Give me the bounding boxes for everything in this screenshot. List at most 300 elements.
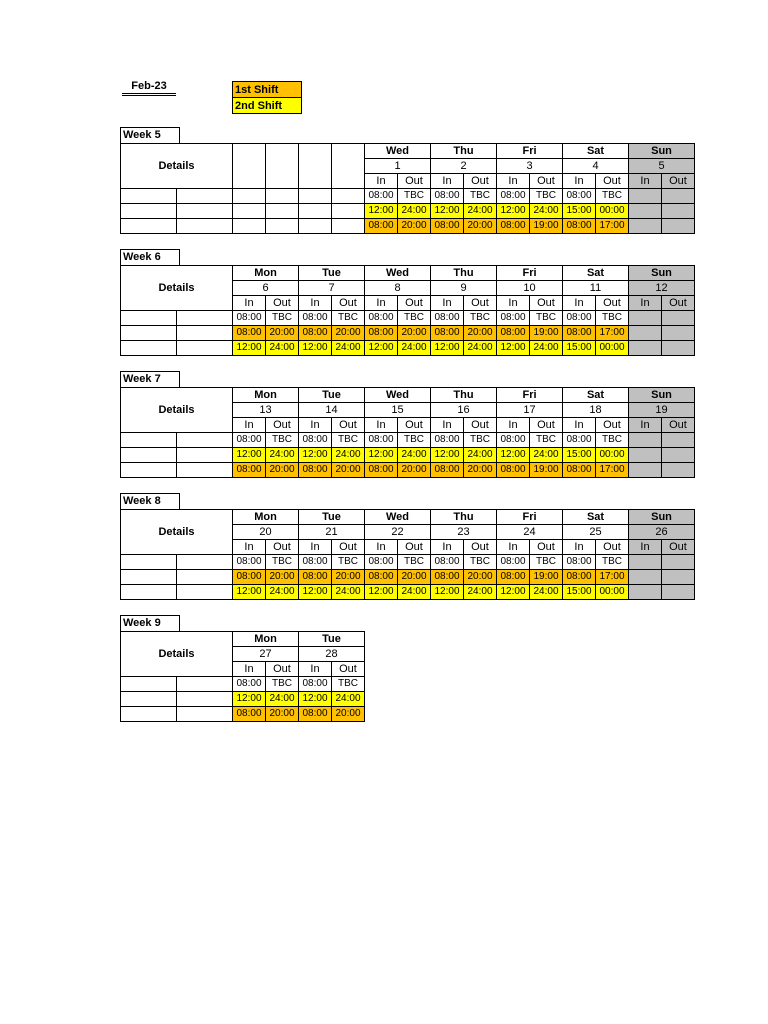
detail-cell[interactable] <box>121 555 177 570</box>
detail-cell[interactable] <box>177 311 233 326</box>
empty-cell <box>629 585 662 600</box>
detail-cell[interactable] <box>121 341 177 356</box>
empty-cell <box>266 204 299 219</box>
out-header: Out <box>266 540 299 555</box>
time-cell: TBC <box>464 189 497 204</box>
time-cell: 08:00 <box>299 311 332 326</box>
time-cell: TBC <box>266 677 299 692</box>
time-cell: 24:00 <box>530 448 563 463</box>
detail-cell[interactable] <box>177 707 233 722</box>
time-cell: 24:00 <box>332 341 365 356</box>
out-header: Out <box>464 174 497 189</box>
shift-legend <box>232 81 302 114</box>
week-9-table <box>120 631 365 722</box>
time-cell: 20:00 <box>464 326 497 341</box>
day-name: Sun <box>629 510 695 525</box>
time-cell: 08:00 <box>365 219 398 234</box>
detail-cell[interactable] <box>121 326 177 341</box>
week-label: Week 6 <box>120 249 180 265</box>
time-cell: 20:00 <box>464 219 497 234</box>
in-header: In <box>233 540 266 555</box>
day-date: 19 <box>629 403 695 418</box>
day-name: Thu <box>431 388 497 403</box>
detail-cell[interactable] <box>177 448 233 463</box>
time-cell: 08:00 <box>299 570 332 585</box>
empty-cell <box>662 570 695 585</box>
day-name: Tue <box>299 632 365 647</box>
day-name: Sun <box>629 266 695 281</box>
day-name: Wed <box>365 510 431 525</box>
time-cell: 12:00 <box>299 341 332 356</box>
time-cell: 12:00 <box>299 692 332 707</box>
time-cell: TBC <box>596 433 629 448</box>
time-cell: 08:00 <box>431 311 464 326</box>
empty-cell <box>629 570 662 585</box>
time-cell: 20:00 <box>266 326 299 341</box>
time-cell: 12:00 <box>431 204 464 219</box>
time-cell: 08:00 <box>431 555 464 570</box>
time-cell: 08:00 <box>233 433 266 448</box>
out-header: Out <box>266 296 299 311</box>
week-6-table <box>120 265 695 356</box>
time-cell: 08:00 <box>299 555 332 570</box>
detail-cell[interactable] <box>177 677 233 692</box>
detail-cell[interactable] <box>177 555 233 570</box>
time-cell: 19:00 <box>530 463 563 478</box>
in-header: In <box>629 174 662 189</box>
day-date: 27 <box>233 647 299 662</box>
empty-cell <box>629 311 662 326</box>
out-header: Out <box>464 418 497 433</box>
time-cell: 08:00 <box>431 570 464 585</box>
time-cell: 17:00 <box>596 326 629 341</box>
day-date: 11 <box>563 281 629 296</box>
day-name: Mon <box>233 510 299 525</box>
out-header: Out <box>530 296 563 311</box>
day-name: Sat <box>563 144 629 159</box>
time-cell: 08:00 <box>233 677 266 692</box>
time-cell: TBC <box>530 311 563 326</box>
detail-cell[interactable] <box>121 433 177 448</box>
time-cell: TBC <box>464 311 497 326</box>
week-5-table <box>120 143 695 234</box>
time-cell: TBC <box>266 555 299 570</box>
empty-cell <box>629 448 662 463</box>
time-cell: 08:00 <box>233 326 266 341</box>
day-date: 25 <box>563 525 629 540</box>
week-7-table <box>120 387 695 478</box>
time-cell: 08:00 <box>563 189 596 204</box>
time-cell: 08:00 <box>563 219 596 234</box>
time-cell: 20:00 <box>398 570 431 585</box>
day-date: 26 <box>629 525 695 540</box>
time-cell: 20:00 <box>398 219 431 234</box>
empty-cell <box>299 189 332 204</box>
time-cell: 08:00 <box>299 433 332 448</box>
out-header: Out <box>464 540 497 555</box>
day-name: Sat <box>563 266 629 281</box>
time-cell: 08:00 <box>497 433 530 448</box>
time-cell: TBC <box>464 555 497 570</box>
in-header: In <box>497 296 530 311</box>
time-cell: 20:00 <box>332 570 365 585</box>
time-cell: 12:00 <box>299 448 332 463</box>
day-name: Wed <box>365 144 431 159</box>
detail-cell[interactable] <box>177 189 233 204</box>
month-title: Feb-23 <box>122 80 176 96</box>
day-date: 18 <box>563 403 629 418</box>
time-cell: TBC <box>332 433 365 448</box>
time-cell: 08:00 <box>299 326 332 341</box>
empty-cell <box>662 326 695 341</box>
detail-cell[interactable] <box>121 311 177 326</box>
time-cell: TBC <box>266 433 299 448</box>
in-header: In <box>299 296 332 311</box>
day-name: Mon <box>233 632 299 647</box>
day-date: 23 <box>431 525 497 540</box>
detail-cell[interactable] <box>177 463 233 478</box>
details-header: Details <box>121 510 233 555</box>
time-cell: 08:00 <box>365 311 398 326</box>
detail-cell[interactable] <box>177 433 233 448</box>
empty-cell <box>233 144 266 189</box>
time-cell: 08:00 <box>431 463 464 478</box>
empty-cell <box>629 555 662 570</box>
week-label: Week 9 <box>120 615 180 631</box>
empty-cell <box>266 144 299 189</box>
time-cell: 12:00 <box>365 585 398 600</box>
empty-cell <box>662 433 695 448</box>
time-cell: 19:00 <box>530 326 563 341</box>
time-cell: 20:00 <box>332 707 365 722</box>
day-date: 15 <box>365 403 431 418</box>
empty-cell <box>629 341 662 356</box>
time-cell: 12:00 <box>233 341 266 356</box>
time-cell: 24:00 <box>332 448 365 463</box>
time-cell: 24:00 <box>266 448 299 463</box>
time-cell: 24:00 <box>398 341 431 356</box>
time-cell: 15:00 <box>563 448 596 463</box>
detail-cell[interactable] <box>177 204 233 219</box>
out-header: Out <box>662 296 695 311</box>
day-name: Thu <box>431 266 497 281</box>
day-date: 8 <box>365 281 431 296</box>
time-cell: 12:00 <box>431 585 464 600</box>
day-date: 13 <box>233 403 299 418</box>
in-header: In <box>431 540 464 555</box>
day-name: Tue <box>299 510 365 525</box>
out-header: Out <box>596 418 629 433</box>
details-header: Details <box>121 144 233 189</box>
time-cell: 20:00 <box>398 463 431 478</box>
day-date: 28 <box>299 647 365 662</box>
time-cell: 15:00 <box>563 341 596 356</box>
in-header: In <box>431 418 464 433</box>
empty-cell <box>662 204 695 219</box>
detail-cell[interactable] <box>177 341 233 356</box>
day-date: 3 <box>497 159 563 174</box>
detail-cell[interactable] <box>177 219 233 234</box>
time-cell: TBC <box>530 433 563 448</box>
in-header: In <box>497 174 530 189</box>
empty-cell <box>629 433 662 448</box>
time-cell: 08:00 <box>299 707 332 722</box>
time-cell: 08:00 <box>365 189 398 204</box>
time-cell: 08:00 <box>365 570 398 585</box>
empty-cell <box>662 463 695 478</box>
day-date: 10 <box>497 281 563 296</box>
day-date: 12 <box>629 281 695 296</box>
time-cell: 20:00 <box>266 570 299 585</box>
time-cell: TBC <box>332 677 365 692</box>
empty-cell <box>233 219 266 234</box>
time-cell: 08:00 <box>365 463 398 478</box>
day-name: Fri <box>497 510 563 525</box>
in-header: In <box>629 540 662 555</box>
detail-cell[interactable] <box>121 692 177 707</box>
day-name: Wed <box>365 388 431 403</box>
empty-cell <box>662 555 695 570</box>
time-cell: 08:00 <box>233 570 266 585</box>
in-header: In <box>629 296 662 311</box>
time-cell: 08:00 <box>497 555 530 570</box>
detail-cell[interactable] <box>121 204 177 219</box>
time-cell: TBC <box>332 555 365 570</box>
day-name: Thu <box>431 510 497 525</box>
time-cell: 17:00 <box>596 570 629 585</box>
in-header: In <box>365 174 398 189</box>
time-cell: TBC <box>464 433 497 448</box>
in-header: In <box>299 418 332 433</box>
day-name: Tue <box>299 388 365 403</box>
in-header: In <box>563 540 596 555</box>
day-date: 20 <box>233 525 299 540</box>
time-cell: 08:00 <box>365 433 398 448</box>
out-header: Out <box>332 296 365 311</box>
day-name: Sat <box>563 388 629 403</box>
time-cell: 17:00 <box>596 219 629 234</box>
time-cell: TBC <box>530 189 563 204</box>
time-cell: 12:00 <box>497 341 530 356</box>
time-cell: 08:00 <box>233 555 266 570</box>
day-date: 9 <box>431 281 497 296</box>
empty-cell <box>629 219 662 234</box>
detail-cell[interactable] <box>177 326 233 341</box>
day-name: Wed <box>365 266 431 281</box>
detail-cell[interactable] <box>121 707 177 722</box>
time-cell: 24:00 <box>332 585 365 600</box>
in-header: In <box>563 174 596 189</box>
day-date: 16 <box>431 403 497 418</box>
out-header: Out <box>266 662 299 677</box>
in-header: In <box>431 174 464 189</box>
day-name: Mon <box>233 388 299 403</box>
empty-cell <box>266 189 299 204</box>
detail-cell[interactable] <box>121 189 177 204</box>
out-header: Out <box>662 174 695 189</box>
detail-cell[interactable] <box>121 585 177 600</box>
day-name: Sun <box>629 388 695 403</box>
detail-cell[interactable] <box>177 692 233 707</box>
in-header: In <box>365 540 398 555</box>
time-cell: 20:00 <box>332 463 365 478</box>
in-header: In <box>365 418 398 433</box>
out-header: Out <box>398 296 431 311</box>
day-name: Mon <box>233 266 299 281</box>
details-header: Details <box>121 632 233 677</box>
detail-cell[interactable] <box>121 463 177 478</box>
time-cell: TBC <box>596 311 629 326</box>
time-cell: 15:00 <box>563 585 596 600</box>
empty-cell <box>662 219 695 234</box>
time-cell: TBC <box>332 311 365 326</box>
time-cell: TBC <box>398 433 431 448</box>
time-cell: 20:00 <box>464 463 497 478</box>
time-cell: 12:00 <box>497 448 530 463</box>
time-cell: 08:00 <box>563 555 596 570</box>
day-date: 14 <box>299 403 365 418</box>
time-cell: 12:00 <box>431 341 464 356</box>
day-date: 4 <box>563 159 629 174</box>
time-cell: 08:00 <box>497 219 530 234</box>
day-name: Fri <box>497 388 563 403</box>
empty-cell <box>332 204 365 219</box>
time-cell: 24:00 <box>464 204 497 219</box>
empty-cell <box>233 189 266 204</box>
empty-cell <box>662 448 695 463</box>
time-cell: 08:00 <box>299 677 332 692</box>
week-8-table <box>120 509 695 600</box>
time-cell: 08:00 <box>497 463 530 478</box>
time-cell: 08:00 <box>233 463 266 478</box>
time-cell: 08:00 <box>563 570 596 585</box>
day-name: Sat <box>563 510 629 525</box>
day-date: 2 <box>431 159 497 174</box>
time-cell: 12:00 <box>431 448 464 463</box>
time-cell: 12:00 <box>365 204 398 219</box>
time-cell: 24:00 <box>332 692 365 707</box>
week-label: Week 8 <box>120 493 180 509</box>
detail-cell[interactable] <box>121 219 177 234</box>
empty-cell <box>332 144 365 189</box>
out-header: Out <box>530 174 563 189</box>
empty-cell <box>266 219 299 234</box>
time-cell: 15:00 <box>563 204 596 219</box>
time-cell: 20:00 <box>464 570 497 585</box>
time-cell: 12:00 <box>233 585 266 600</box>
day-date: 5 <box>629 159 695 174</box>
detail-cell[interactable] <box>177 585 233 600</box>
time-cell: 12:00 <box>233 692 266 707</box>
time-cell: 08:00 <box>365 555 398 570</box>
week-7-block <box>120 371 695 478</box>
day-name: Thu <box>431 144 497 159</box>
time-cell: 24:00 <box>464 341 497 356</box>
legend-second-shift: 2nd Shift <box>233 98 302 114</box>
out-header: Out <box>332 418 365 433</box>
in-header: In <box>563 418 596 433</box>
out-header: Out <box>662 418 695 433</box>
detail-cell[interactable] <box>177 570 233 585</box>
week-8-block <box>120 493 695 600</box>
day-date: 17 <box>497 403 563 418</box>
empty-cell <box>299 144 332 189</box>
time-cell: 20:00 <box>266 707 299 722</box>
time-cell: 08:00 <box>431 219 464 234</box>
details-header: Details <box>121 266 233 311</box>
legend-first-shift: 1st Shift <box>233 82 302 98</box>
out-header: Out <box>596 540 629 555</box>
empty-cell <box>299 204 332 219</box>
day-date: 1 <box>365 159 431 174</box>
time-cell: 08:00 <box>431 189 464 204</box>
time-cell: TBC <box>398 311 431 326</box>
time-cell: 24:00 <box>464 448 497 463</box>
time-cell: TBC <box>596 189 629 204</box>
empty-cell <box>233 204 266 219</box>
time-cell: 08:00 <box>299 463 332 478</box>
out-header: Out <box>398 418 431 433</box>
week-label: Week 7 <box>120 371 180 387</box>
out-header: Out <box>332 540 365 555</box>
week-9-block <box>120 615 365 722</box>
time-cell: 20:00 <box>332 326 365 341</box>
time-cell: 08:00 <box>497 570 530 585</box>
empty-cell <box>662 341 695 356</box>
out-header: Out <box>266 418 299 433</box>
detail-cell[interactable] <box>121 570 177 585</box>
time-cell: 24:00 <box>530 204 563 219</box>
time-cell: 08:00 <box>497 189 530 204</box>
time-cell: 12:00 <box>299 585 332 600</box>
detail-cell[interactable] <box>121 448 177 463</box>
in-header: In <box>365 296 398 311</box>
time-cell: TBC <box>398 189 431 204</box>
in-header: In <box>299 662 332 677</box>
in-header: In <box>497 540 530 555</box>
time-cell: 24:00 <box>398 448 431 463</box>
time-cell: TBC <box>596 555 629 570</box>
time-cell: 24:00 <box>266 692 299 707</box>
time-cell: TBC <box>266 311 299 326</box>
out-header: Out <box>530 418 563 433</box>
time-cell: 12:00 <box>233 448 266 463</box>
detail-cell[interactable] <box>121 677 177 692</box>
time-cell: 20:00 <box>398 326 431 341</box>
time-cell: 08:00 <box>563 311 596 326</box>
time-cell: 08:00 <box>563 433 596 448</box>
time-cell: TBC <box>530 555 563 570</box>
day-date: 24 <box>497 525 563 540</box>
time-cell: TBC <box>398 555 431 570</box>
time-cell: 24:00 <box>464 585 497 600</box>
time-cell: 00:00 <box>596 204 629 219</box>
in-header: In <box>563 296 596 311</box>
empty-cell <box>629 189 662 204</box>
day-date: 22 <box>365 525 431 540</box>
out-header: Out <box>596 174 629 189</box>
empty-cell <box>629 204 662 219</box>
time-cell: 08:00 <box>431 433 464 448</box>
empty-cell <box>299 219 332 234</box>
time-cell: 12:00 <box>365 448 398 463</box>
out-header: Out <box>464 296 497 311</box>
in-header: In <box>299 540 332 555</box>
day-date: 7 <box>299 281 365 296</box>
empty-cell <box>662 189 695 204</box>
time-cell: 08:00 <box>497 311 530 326</box>
time-cell: 00:00 <box>596 341 629 356</box>
